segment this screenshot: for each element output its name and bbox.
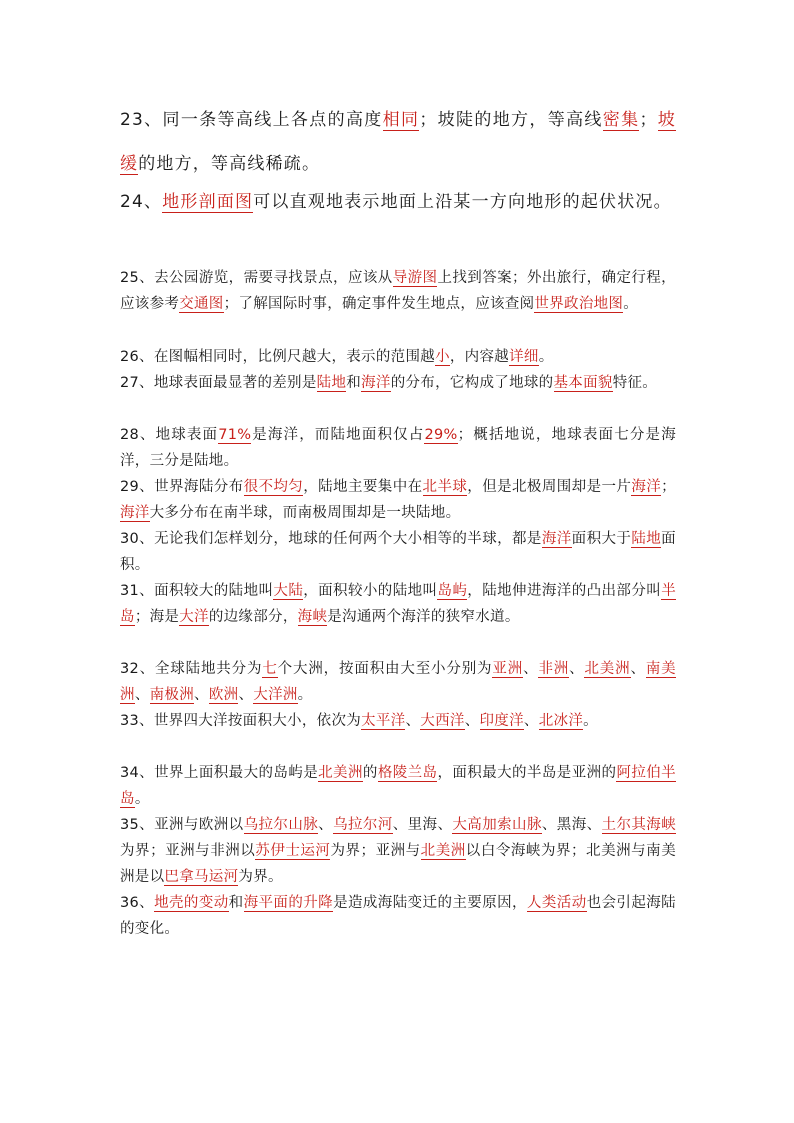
note-text: ；了解国际时事，确定事件发生地点，应该查阅 [223,296,535,312]
key-term: 陆地 [631,531,662,547]
key-term: 苏伊士运河 [255,843,331,859]
key-term: 半岛 [120,583,676,625]
note-text: 是海洋，而陆地面积仅占 [251,427,425,443]
note-text: 为界；亚洲与非洲以 [120,843,256,859]
key-term: 29% [424,427,458,443]
note-text: 、 [194,687,209,703]
key-term: 大陆 [273,583,304,599]
note-text: ；坡陡的地方，等高线 [419,110,603,130]
key-term: 印度洋 [479,713,524,729]
note-item [120,526,676,578]
note-text: 29、世界海陆分布 [120,479,244,495]
key-term: 海洋 [120,505,150,521]
note-text: 、 [523,661,539,677]
key-term: 密集 [602,110,640,130]
note-text: 23、同一条等高线上各点的高度 [120,110,383,130]
note-item [120,578,676,630]
note-text: ； [639,110,658,130]
note-text: ； [661,479,676,495]
note-text: 和 [228,895,244,911]
note-text: 为界。 [238,869,283,885]
note-text: 的地方，等高线稀疏。 [138,154,321,174]
key-term: 格陵兰岛 [377,765,438,781]
key-term: 海洋 [541,531,572,547]
key-term: 海洋 [361,375,391,391]
note-text: 、里海、 [392,817,453,833]
key-term: 地形剖面图 [162,192,254,212]
note-item [120,98,676,186]
note-item [120,344,676,370]
key-term: 海平面的升降 [243,895,334,911]
note-item [120,708,676,734]
note-text: 也会引起海陆的变化。 [120,895,676,937]
note-text: 、 [569,661,585,677]
key-term: 71% [218,427,252,443]
key-term: 阿拉伯半岛 [120,765,676,807]
key-term: 乌拉尔山脉 [243,817,319,833]
note-text: 30、无论我们怎样划分，地球的任何两个大小相等的半球，都是 [120,531,542,547]
note-text: 的分布，它构成了地球的 [390,375,554,391]
key-term: 土尔其海峡 [601,817,676,833]
note-text: 上找到答案；外出旅行，确定行程，应该参考 [120,270,676,312]
note-text: 。 [623,296,639,312]
note-text: 、 [238,687,254,703]
key-term: 大洋洲 [253,687,298,703]
note-text: 33、世界四大洋按面积大小，依次为 [120,713,362,729]
note-text: 34、世界上面积最大的岛屿是 [120,765,319,781]
key-term: 北美洲 [318,765,363,781]
note-text: 个大洲，按面积由大至小分别为 [277,661,493,677]
note-text: 31、面积较大的陆地叫 [120,583,274,599]
note-text: 、 [405,713,421,729]
note-text: 26、在图幅相同时，比例尺越大，表示的范围越 [120,349,436,365]
key-term: 陆地 [316,375,347,391]
key-term: 乌拉尔河 [333,817,393,833]
note-text: 是造成海陆变迁的主要原因， [333,895,527,911]
note-text: 32、全球陆地共分为 [120,661,263,677]
key-term: 人类活动 [526,895,587,911]
note-item [120,760,676,812]
note-text: 、黑海、 [541,817,602,833]
key-term: 海洋 [631,479,662,495]
key-term: 亚洲 [492,661,524,677]
key-term: 小 [435,349,450,365]
note-text: ，面积最大的半岛是亚洲的 [437,765,617,781]
note-text: 24、 [120,192,163,212]
note-text: 和 [346,375,362,391]
note-text: 。 [297,687,313,703]
note-text: 特征。 [612,375,658,391]
note-text: 。 [538,349,554,365]
key-term: 大西洋 [420,713,465,729]
note-text: ，内容越 [449,349,510,365]
note-text: 25、去公园游览，需要寻找景点，应该从 [120,270,393,286]
note-text: ，陆地伸进海洋的凸出部分叫 [467,583,662,599]
key-term: 详细 [509,349,539,365]
key-term: 基本面貌 [553,375,613,391]
key-term: 太平洋 [361,713,406,729]
note-text: 28、地球表面 [120,427,219,443]
note-item [120,265,676,317]
key-term: 北半球 [422,479,468,495]
key-term: 交通图 [179,296,224,312]
key-term: 南美洲 [120,661,676,703]
key-term: 地壳的变动 [154,895,229,911]
key-term: 巴拿马运河 [164,869,239,885]
note-text: 面积大于 [571,531,632,547]
key-term: 北冰洋 [538,713,584,729]
note-text: 可以直观地表示地面上沿某一方向地形的起伏状况。 [253,192,672,212]
note-text: 36、 [120,895,155,911]
key-term: 大高加索山脉 [452,817,542,833]
note-text: 、 [318,817,334,833]
key-term: 大洋 [179,609,209,625]
note-text: ；概括地说，地球表面七分是海洋，三分是陆地。 [120,427,676,469]
note-item [120,656,676,708]
note-text: 27、地球表面最显著的差别是 [120,375,317,391]
key-term: 坡缓 [120,110,676,174]
note-text: ；海是 [134,609,180,625]
note-text: 、 [464,713,480,729]
note-text: 面积。 [120,531,676,573]
note-text: 35、亚洲与欧洲以 [120,817,244,833]
key-term: 岛屿 [437,583,468,599]
note-text: 。 [134,791,150,807]
key-term: 非洲 [538,661,570,677]
key-term: 导游图 [392,270,438,286]
key-term: 相同 [382,110,420,130]
key-term: 北美洲 [584,661,631,677]
note-text: 为界；亚洲与 [330,843,421,859]
note-text: 、 [630,661,646,677]
note-item [120,474,676,526]
note-item [120,180,676,224]
note-text: 是沟通两个海洋的狭窄水道。 [327,609,520,625]
key-term: 南极洲 [149,687,195,703]
note-item [120,812,676,890]
note-item [120,422,676,474]
note-text: 大多分布在南半球，而南极周围却是一块陆地。 [149,505,461,521]
note-text: ，陆地主要集中在 [303,479,423,495]
note-text: 的 [362,765,378,781]
key-term: 海峡 [297,609,328,625]
note-text: 、 [523,713,539,729]
key-term: 欧洲 [208,687,239,703]
note-text: 、 [134,687,150,703]
note-item [120,890,676,942]
key-term: 北美洲 [420,843,466,859]
note-item [120,370,676,396]
key-term: 世界政治地图 [534,296,624,312]
note-text: ，面积较小的陆地叫 [303,583,438,599]
note-text: 的边缘部分， [208,609,298,625]
note-text: ，但是北极周围却是一片 [467,479,632,495]
note-text: 以白令海峡为界；北美洲与南美洲是以 [120,843,677,885]
note-text: 。 [583,713,598,729]
key-term: 很不均匀 [243,479,304,495]
key-term: 七 [262,661,278,677]
